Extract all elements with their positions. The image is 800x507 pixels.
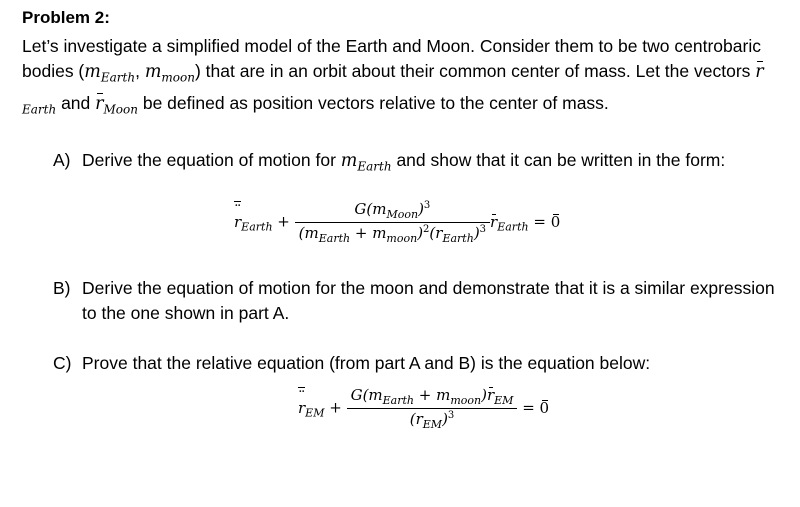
part-b-text: Derive the equation of motion for the moon and demonstrate that it is a similar expression to the one shown in part A. <box>82 278 775 323</box>
part-a-text: Derive the equation of motion for $m_{Earth}$ and show that it can be written in the form: <box>82 150 726 174</box>
m-moon-symbol: $m_{moon}$ <box>144 62 195 85</box>
m-earth-symbol-a: $m_{Earth}$ <box>340 151 392 174</box>
equation-c-fraction: $\frac{G(m_{Earth} + m_{moon})r_{EM}}{(r_{EM})^3}$ <box>347 386 518 431</box>
equation-c: ¨ $r_{EM}$ + $\frac{G(m_{Earth} + m_{moon})r_{EM}}{(r_{EM})^3}$ = 0 <box>298 386 549 431</box>
part-a-label: A) <box>53 150 71 170</box>
r-earth-vector: $r_{Earth}$ <box>22 62 764 116</box>
part-c-label: C) <box>53 353 72 373</box>
intro-text-1: Let’s investigate a simplified model of the Earth and Moon. Consider them to be two centrobaric bodies ( <box>22 36 761 81</box>
intro-text-2: ) that are in an orbit about their common center of mass. Let the vectors <box>194 61 756 81</box>
part-b-label: B) <box>53 278 71 298</box>
m-earth-symbol: $m_{Earth}$ <box>84 62 136 85</box>
equation-a: ¨ $r_{Earth}$ + $\frac{G(m_{Moon})^3}{(m_{Earth} + m_{moon})^2(r_{Earth})^3}$ $r_{Earth} = 0$ <box>234 200 560 245</box>
r-moon-vector: $r_{Moon}$ <box>95 93 138 116</box>
equation-a-fraction: $\frac{G(m_{Moon})^3}{(m_{Earth} + m_{moon})^2(r_{Earth})^3}$ <box>295 200 490 245</box>
problem-intro: Let’s investigate a simplified model of the Earth and Moon. Consider them to be two centrobaric bodies ($m_{Earth}$, $m_{moon}$) that are in an orbit about their common center of mass. Let the vectors $r_{Earth}$ and $r_{Moon}$ be defined as position vectors relative to the center of mass. <box>22 36 764 116</box>
part-c-text: Prove that the relative equation (from part A and B) is the equation below: <box>82 353 651 373</box>
intro-text-3: be defined as position vectors relative to the center of mass. <box>137 92 609 113</box>
problem-title: Problem 2: <box>22 8 110 27</box>
